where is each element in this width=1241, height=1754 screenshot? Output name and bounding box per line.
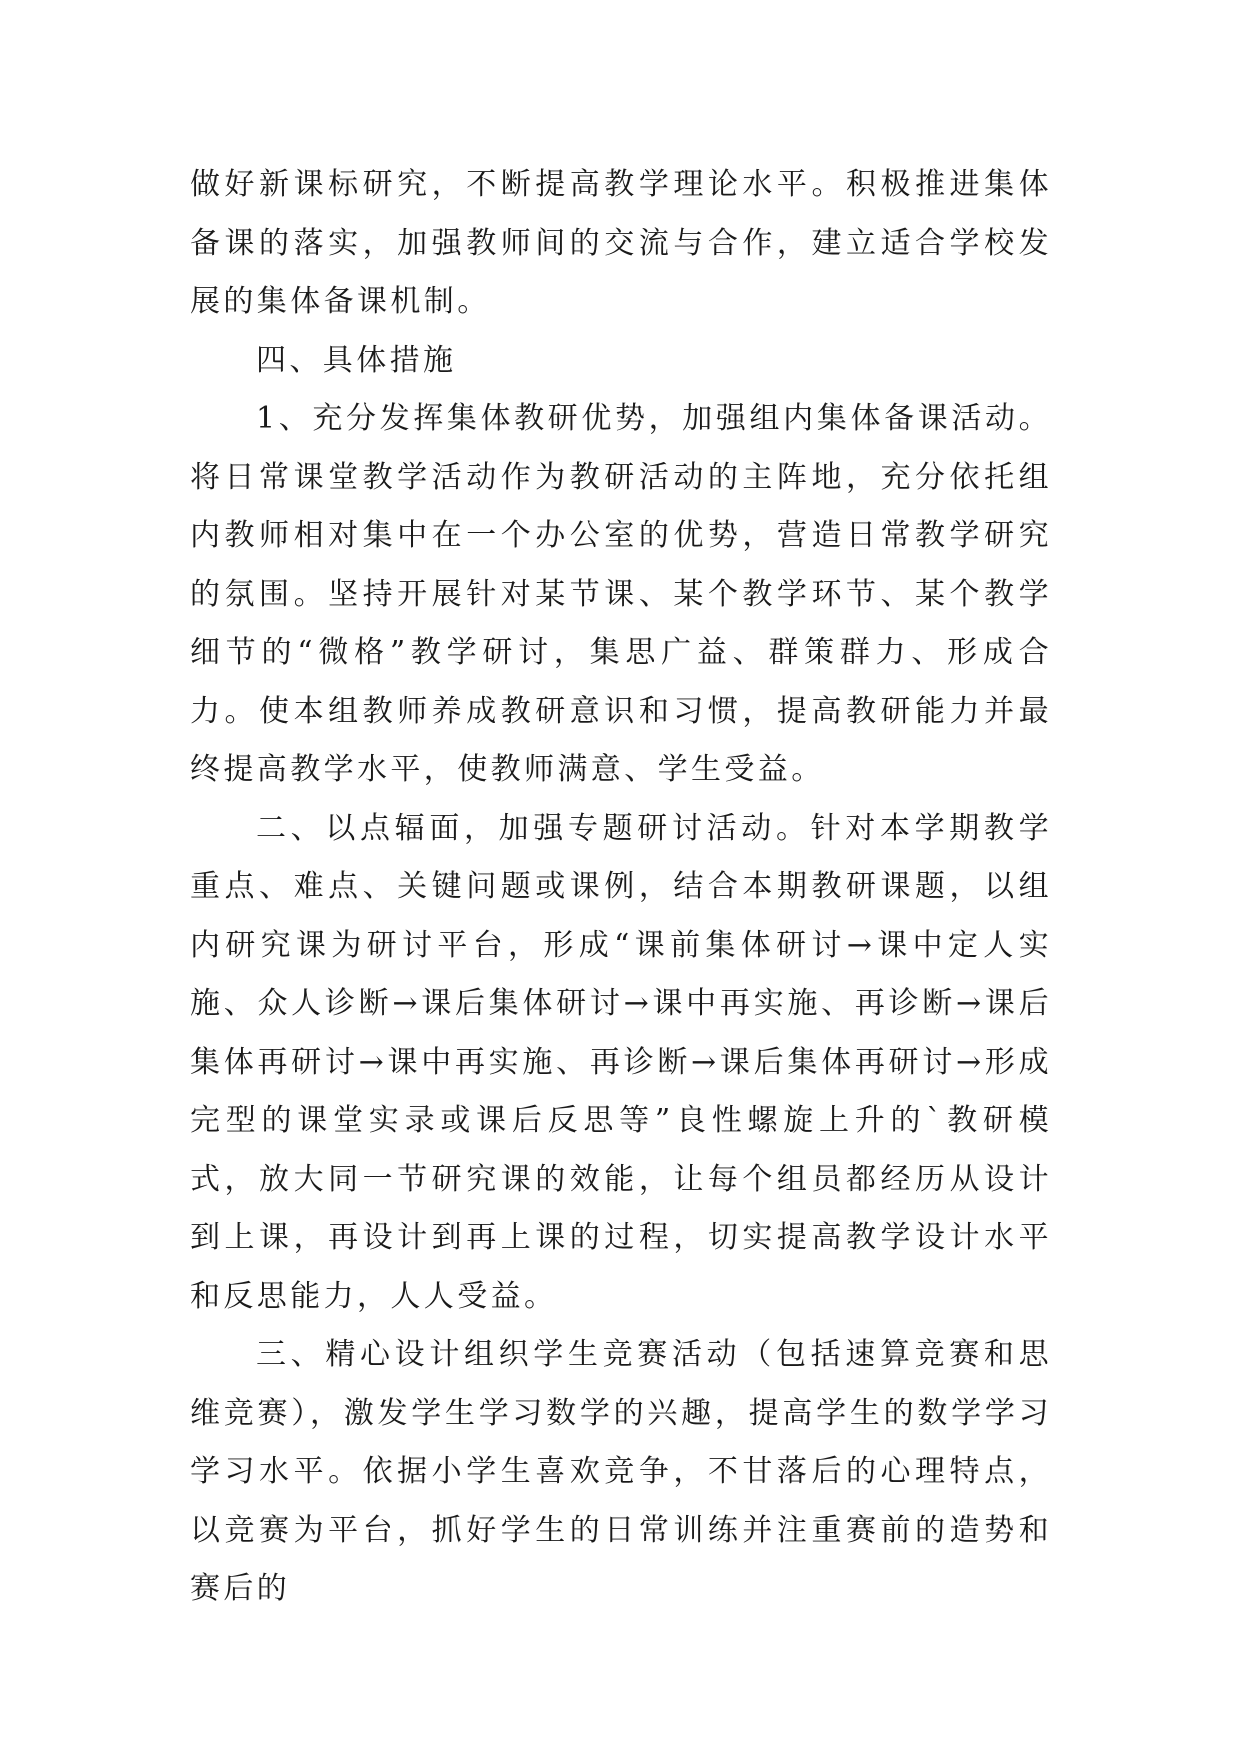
paragraph-measure-2: 二、以点辐面，加强专题研讨活动。针对本学期教学重点、难点、关键问题或课例，结合本期教研课题，以组内研究课为研讨平台，形成“课前集体研讨→课中定人实施、众人诊断→课后集体研讨→课中再实施、再诊断→课后集体再研讨→课中再实施、再诊断→课后集体再研讨→形成完型的课堂实录或课后反思等”良性螺旋上升的`教研模式，放大同一节研究课的效能，让每个组员都经历从设计到上课，再设计到再上课的过程，切实提高教学设计水平和反思能力，人人受益。 (190, 810, 1052, 1314)
paragraph-measure-1: 1、充分发挥集体教研优势，加强组内集体备课活动。将日常课堂教学活动作为教研活动的主阵地，充分依托组内教师相对集中在一个办公室的优势，营造日常教学研究的氛围。坚持开展针对某节课、某个教学环节、某个教学细节的“微格”教学研讨，集思广益、群策群力、形成合力。使本组教师养成教研意识和习惯，提高教研能力并最终提高教学水平，使教师满意、学生受益。 (190, 401, 1052, 787)
paragraph-collective-lesson-prep: 做好新课标研究，不断提高教学理论水平。积极推进集体备课的落实，加强教师间的交流与合作，建立适合学校发展的集体备课机制。 (190, 167, 1052, 319)
section-heading-specific-measures: 四、具体措施 (256, 342, 457, 378)
paragraph-measure-3: 三、精心设计组织学生竞赛活动（包括速算竞赛和思维竞赛），激发学生学习数学的兴趣，提高学生的数学学习学习水平。依据小学生喜欢竞争，不甘落后的心理特点，以竞赛为平台，抓好学生的日常训练并注重赛前的造势和赛后的 (190, 1337, 1052, 1606)
document-body (190, 156, 1052, 1619)
